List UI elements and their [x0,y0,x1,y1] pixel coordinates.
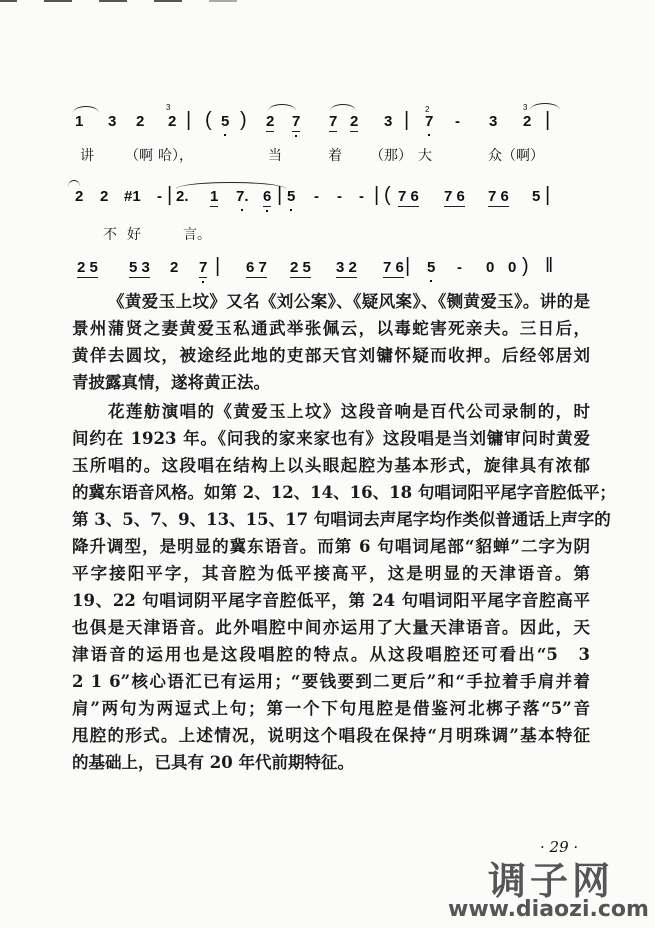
text-line: 第 3、5、7、9、13、15、17 句唱词去声尾字均作类似普通话上声字的 [72,510,611,529]
note: | [277,184,283,206]
note: - [157,188,162,205]
note: 6 [263,188,272,205]
note: 7 6 [444,188,465,205]
watermark-title: 调子网 [488,859,615,903]
note: 7 [425,113,434,130]
slur [268,104,296,111]
note: | [215,255,221,277]
top-rule [99,0,127,2]
note: 2 [350,113,359,130]
note: 5 [532,188,541,205]
lyric: 当 [268,148,282,164]
watermark-url: www.diaozi.com [448,897,649,922]
note: 7 [292,113,301,130]
lyric: 众（啊） [488,148,544,164]
note: 2 [168,113,177,130]
lyric: 好 [127,227,141,243]
text-line: 青披露真情，遂将黄正法。 [72,373,270,392]
text-line: 也俱是天津语音。此外唱腔中间亦运用了大量天津语音。因此，天 [72,618,590,637]
grace-note: 3 [166,103,171,112]
note: - [455,113,460,130]
text-line: 的冀东语音风格。如第 2、12、14、16、18 句唱词阳平尾字音腔低平； [72,483,616,502]
note: | [545,184,551,206]
lyric: 着 [328,148,342,164]
note: 7 6 [398,188,419,205]
lyric: 言。 [183,227,211,243]
text-line: 19、22 句唱词阴平尾字音腔低平，第 24 句唱词阳平尾字音腔高平 [72,591,590,610]
note: 7 6 [488,188,509,205]
note: - [457,259,462,276]
note: 2 [136,113,145,130]
note: 5 [287,188,296,205]
text-line: 间约在 1923 年。《问我的家来家也有》这段唱是当刘镛审问时黄爱 [72,429,590,448]
page-number: · 29 · [540,838,579,856]
note: ) [240,109,247,131]
note: ( [205,109,212,131]
slur [68,180,80,187]
text-line: 的基础上，已具有 20 年代前期特征。 [72,753,354,772]
note: | [545,109,551,131]
note: 3 [108,113,117,130]
text-line: 玉所唱的。这段唱在结构上以头眼起腔为基本形式，旋律具有浓郁 [72,456,590,475]
note: - [314,188,319,205]
text-line: 景州蒲贤之妻黄爱玉私通武举张佩云，以毒蛇害死亲夫。三日后， [72,319,590,338]
text-line: 甩腔的形式。上述情况，说明这个唱段在保持“月明珠调”基本特征 [72,726,590,745]
note: 7 [199,259,208,276]
top-rule [209,0,237,2]
text-line: 2 1 6”核心语汇已有运用；“要钱要到二更后”和“手拉着手肩并着 [72,672,590,691]
note: | [374,184,380,206]
note: #1 [124,188,141,205]
note: 2 [523,113,532,130]
top-rule [0,0,17,2]
note: 0 [508,259,517,276]
note: 2 [266,113,275,130]
slur [176,182,286,189]
note: 2 5 [77,259,98,276]
text-line: 黄佯去圆坟，被途经此地的吏部天官刘镛怀疑而收押。后经邻居刘 [72,346,590,365]
text-line: 花莲舫演唱的《黄爱玉上坟》这段音响是百代公司录制的，时 [108,402,590,421]
note: | [186,109,192,131]
note: 0 [486,259,495,276]
note: 7 [329,113,338,130]
note: 1 [210,188,219,205]
text-line: 降升调型，是明显的冀东语音。而第 6 句唱词尾部“貂蝉”二字为阴 [72,537,590,556]
top-rule [154,0,182,2]
lyric: （那） [370,148,412,164]
note: 2 [100,188,109,205]
note: 6 7 [246,259,267,276]
note: 5 3 [129,259,150,276]
note: 3 [489,113,498,130]
lyric: 不 [103,227,117,243]
note: ) [522,255,529,277]
slur [530,103,560,110]
note: 3 2 [336,259,357,276]
note: 7 6 [383,259,404,276]
lyric: 讲 [80,148,94,164]
top-rule [44,0,72,2]
note: ( [384,184,391,206]
note: | [404,109,410,131]
text-line: 肩”两句为两逗式上句；第一个下句甩腔是借鉴河北梆子落“5”音 [72,699,590,718]
note: 3 [384,113,393,130]
note: 2 [170,259,179,276]
grace-note: 3 [523,103,528,112]
note: 7. [236,188,249,205]
note: 5 [221,113,230,130]
note: - [359,188,364,205]
text-line: 平字接阳平字，其音腔为低平接高平，这是明显的天津语音。第 [72,564,590,583]
text-line: 《黄爱玉上坟》又名《刘公案》、《疑风案》、《铡黄爱玉》。讲的是 [108,292,590,311]
note: - [337,188,342,205]
note: 2. [176,188,189,205]
note: | [405,255,411,277]
note: 2 5 [290,259,311,276]
note: 1 [75,113,84,130]
lyric: 哈）， [158,148,193,164]
note: ‖ [545,255,554,277]
note: | [167,184,173,206]
slur [73,106,99,113]
lyric: （啊 [125,148,153,164]
note: 2 [75,188,84,205]
grace-note: 2 [425,105,430,114]
note: 5 [427,259,436,276]
slur [330,104,356,111]
text-line: 津语音的运用也是这段唱腔的特点。从这段唱腔还可看出“5 3 [72,645,590,664]
lyric: 大 [418,148,432,164]
